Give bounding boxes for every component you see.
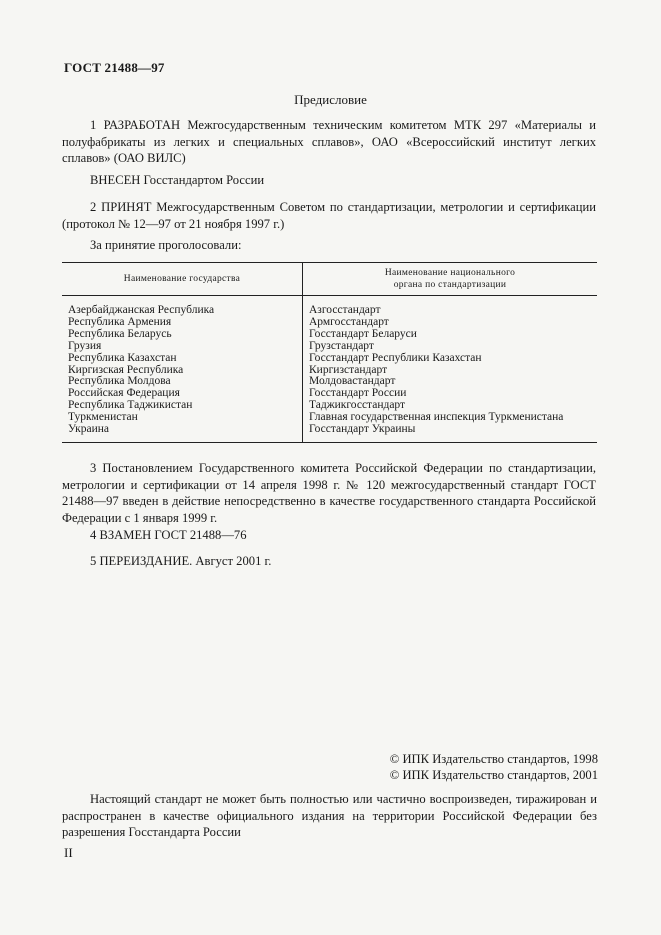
state-name: Республика Казахстан: [62, 353, 303, 365]
standards-body: Госстандарт Беларуси: [309, 327, 417, 340]
table-row: [62, 296, 597, 317]
copyright-line-2001: © ИПК Издательство стандартов, 2001: [389, 768, 598, 782]
paragraph-replaces-text: 4 ВЗАМЕН ГОСТ 21488—76: [90, 528, 247, 542]
paragraph-introduced: [62, 172, 596, 189]
standards-body: Грузстандарт: [309, 339, 374, 352]
table-row: [62, 341, 597, 353]
table-row: [62, 329, 597, 341]
voting-states-table: [62, 262, 597, 443]
paragraph-decree: [62, 460, 596, 526]
standards-body: Киргизстандарт: [309, 363, 388, 376]
state-name: Украина: [62, 424, 303, 442]
state-name: Республика Беларусь: [62, 329, 303, 341]
paragraph-reissue: [62, 553, 596, 570]
standards-body: Главная государственная инспекция Туркменистана: [309, 411, 564, 424]
paragraph-introduced-text: ВНЕСЕН Госстандартом России: [90, 173, 265, 187]
page-number: II: [64, 845, 73, 860]
table-header-row: [62, 263, 597, 296]
state-name: Республика Армения: [62, 317, 303, 329]
state-name: Азербайджанская Республика: [62, 296, 303, 317]
paragraph-voted-text: За принятие проголосовали:: [90, 238, 242, 252]
state-name: Республика Таджикистан: [62, 400, 303, 412]
paragraph-adopted: [62, 199, 596, 232]
standards-body: Госстандарт России: [309, 387, 407, 400]
column-header-state: Наименование государства: [62, 263, 303, 296]
paragraph-replaces: [62, 527, 596, 544]
standards-body: Молдовастандарт: [309, 375, 396, 388]
paragraph-developed-text: 1 РАЗРАБОТАН Межгосударственным техническим комитетом МТК 297 «Материалы и полуфабрикаты из легких и специальных сплавов», ОАО «Всероссийский институт легких сплавов» (ОАО ВИЛС): [62, 118, 596, 165]
column-header-body-line1: Наименование национального: [384, 268, 516, 278]
standards-body: Армгосстандарт: [309, 315, 389, 328]
paragraph-decree-text: 3 Постановлением Государственного комитета Российской Федерации по стандартизации, метрологии и сертификации от 14 апреля 1998 г. № 120 межгосударственный стандарт ГОСТ 21488—97 введен в действие непосредственно в качестве государственного стандарта Российской Федерации с 1 января 1999 г.: [62, 461, 596, 525]
state-name: Республика Молдова: [62, 376, 303, 388]
table-row: [62, 424, 597, 442]
state-name: Российская Федерация: [62, 388, 303, 400]
copyright-block: [360, 751, 598, 783]
state-name: Грузия: [62, 341, 303, 353]
copyright-line-1998: © ИПК Издательство стандартов, 1998: [389, 752, 598, 766]
foreword-title: Предисловие: [294, 92, 367, 107]
standards-body: Госстандарт Украины: [303, 424, 598, 442]
state-name: Киргизская Республика: [62, 365, 303, 377]
column-header-body: [303, 263, 598, 296]
reproduction-notice-text: Настоящий стандарт не может быть полностью или частично воспроизведен, тиражирован и распространен в качестве официального издания на территории Российской Федерации без разрешения Госстандарта России: [62, 792, 597, 839]
document-code: ГОСТ 21488—97: [64, 60, 165, 75]
reproduction-notice: [62, 791, 597, 841]
paragraph-developed: [62, 117, 596, 167]
state-name: Туркменистан: [62, 412, 303, 424]
paragraph-voted: [62, 237, 596, 254]
paragraph-reissue-text: 5 ПЕРЕИЗДАНИЕ. Август 2001 г.: [90, 554, 272, 568]
paragraph-adopted-text: 2 ПРИНЯТ Межгосударственным Советом по стандартизации, метрологии и сертификации (протокол № 12—97 от 21 ноября 1997 г.): [62, 200, 596, 231]
column-header-body-line2: органа по стандартизации: [393, 280, 507, 290]
table-row: [62, 353, 597, 365]
standards-body: Таджикгосстандарт: [309, 399, 406, 412]
standards-body: Госстандарт Республики Казахстан: [309, 351, 482, 364]
standards-body: Азгосстандарт: [309, 304, 381, 316]
